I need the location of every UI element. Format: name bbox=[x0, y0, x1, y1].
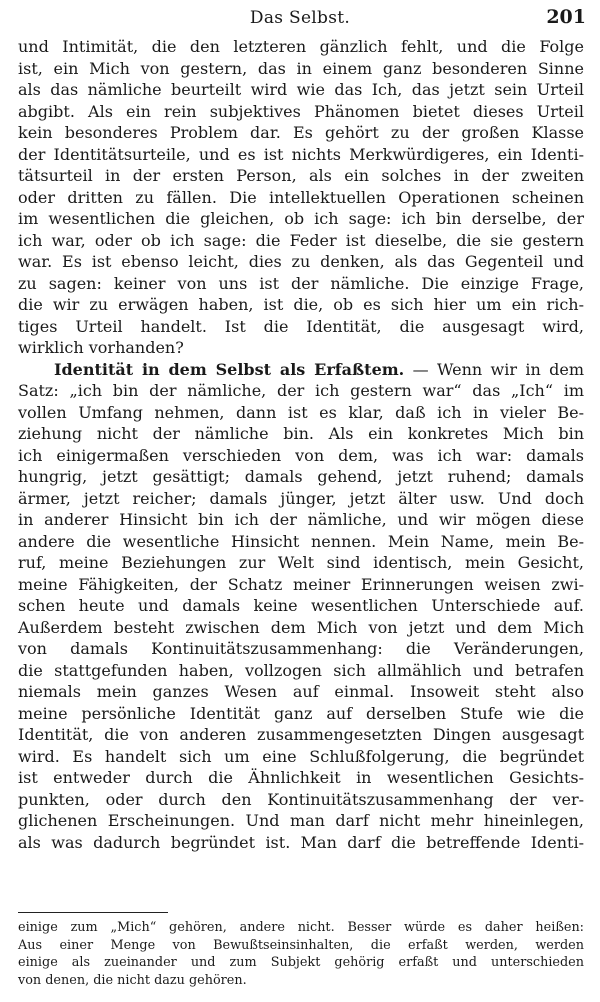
text-line bbox=[18, 832, 584, 854]
text-run: wird. Es handelt sich um eine Schlußfolgerung, die begründet bbox=[18, 746, 584, 766]
text-run: der Identitätsurteile, und es ist nichts Merkwürdigeres, ein Identi- bbox=[18, 144, 584, 164]
footnote-line: einige als zueinander und zum Subjekt gehörig erfaßt und unterschieden bbox=[18, 955, 584, 970]
text-run: ruf, meine Beziehungen zur Welt sind identisch, mein Gesicht, bbox=[18, 553, 584, 572]
text-line bbox=[18, 58, 584, 80]
text-line bbox=[18, 251, 584, 273]
text-run: in anderer Hinsicht bin ich der nämliche, und wir mögen diese bbox=[18, 510, 584, 529]
text-run: oder dritten zu fällen. Die intellektuellen Operationen scheinen bbox=[18, 187, 584, 207]
text-run: tiges Urteil handelt. Ist die Identität, die ausgesagt wird, bbox=[18, 316, 584, 336]
text-line bbox=[18, 208, 584, 230]
text-line bbox=[18, 531, 584, 553]
text-run: ich einigermaßen verschieden von dem, was ich war: damals bbox=[18, 445, 584, 465]
text-run: schen heute und damals keine wesentlichen Unterschiede auf. bbox=[18, 596, 584, 615]
text-run: als das nämliche beurteilt wird wie das Ich, das jetzt sein Urteil bbox=[18, 80, 584, 99]
text-line bbox=[18, 402, 584, 424]
text-line bbox=[18, 595, 584, 617]
text-line bbox=[18, 681, 584, 703]
text-run: — Wenn wir in dem bbox=[404, 359, 584, 379]
text-line bbox=[18, 552, 584, 574]
text-run: ziehung nicht der nämliche bin. Als ein konkretes Mich bin bbox=[18, 424, 584, 443]
text-run: ist entweder durch die Ähnlichkeit in wesentlichen Gesichts- bbox=[18, 768, 584, 787]
running-head bbox=[0, 6, 600, 32]
text-line bbox=[18, 703, 584, 725]
text-line bbox=[18, 810, 584, 832]
text-line bbox=[18, 767, 584, 789]
text-run: glichenen Erscheinungen. Und man darf nicht mehr hineinlegen, bbox=[18, 811, 584, 830]
text-line bbox=[18, 380, 584, 402]
text-run: abgibt. Als ein rein subjektives Phänomen bietet dieses Urteil bbox=[18, 101, 584, 121]
text-line bbox=[18, 144, 584, 166]
text-line bbox=[18, 638, 584, 660]
text-line bbox=[18, 230, 584, 252]
text-line bbox=[18, 273, 584, 295]
text-run: ist, ein Mich von gestern, das in einem ganz besonderen Sinne bbox=[18, 58, 584, 78]
footnote-line: Aus einer Menge von Bewußtseinsinhalten, die erfaßt werden, werden bbox=[18, 937, 584, 953]
text-run: die stattgefunden haben, vollzogen sich allmählich und betrafen bbox=[18, 660, 584, 680]
text-run: wirklich vorhanden? bbox=[18, 338, 184, 357]
text-line bbox=[18, 466, 584, 488]
body-text bbox=[18, 36, 584, 853]
text-line bbox=[18, 316, 584, 338]
text-run: niemals mein ganzes Wesen auf einmal. Insoweit steht also bbox=[18, 682, 584, 701]
text-line bbox=[18, 101, 584, 123]
footnote-line: von denen, die nicht dazu gehören. bbox=[18, 972, 247, 988]
text-line bbox=[18, 488, 584, 510]
text-run: im wesentlichen die gleichen, ob ich sage: ich bin derselbe, der bbox=[18, 209, 584, 228]
text-run: als was dadurch begründet ist. Man darf die betreffende Identi- bbox=[18, 832, 584, 852]
text-run: und Intimität, die den letzteren gänzlich fehlt, und die Folge bbox=[18, 37, 584, 56]
text-run: kein besonderes Problem dar. Es gehört zu der großen Klasse bbox=[18, 123, 584, 142]
text-line bbox=[18, 789, 584, 811]
text-run: Identität, die von anderen zusammengesetzten Dingen ausgesagt bbox=[18, 725, 584, 744]
text-line bbox=[18, 445, 584, 467]
text-line bbox=[18, 423, 584, 445]
text-line bbox=[18, 79, 584, 101]
text-run: meine persönliche Identität ganz auf derselben Stufe wie die bbox=[18, 703, 584, 723]
text-line bbox=[18, 337, 584, 359]
footnote-line: einige zum „Mich“ gehören, andere nicht. Besser würde es daher heißen: bbox=[18, 920, 584, 935]
text-line bbox=[18, 359, 584, 381]
text-line bbox=[18, 724, 584, 746]
text-run: ärmer, jetzt reicher; damals jünger, jetzt älter usw. Und doch bbox=[18, 488, 584, 508]
text-line bbox=[18, 36, 584, 58]
text-line bbox=[18, 294, 584, 316]
text-line bbox=[18, 617, 584, 639]
text-line bbox=[18, 660, 584, 682]
footnote-rule bbox=[18, 912, 168, 913]
text-line bbox=[18, 165, 584, 187]
text-run: tätsurteil in der ersten Person, als ein solches in der zweiten bbox=[18, 166, 584, 185]
text-line bbox=[18, 187, 584, 209]
text-run: war. Es ist ebenso leicht, dies zu denken, als das Gegenteil und bbox=[18, 252, 584, 271]
text-run: von damals Kontinuitätszusammenhang: die Veränderungen, bbox=[18, 639, 584, 658]
text-run: vollen Umfang nehmen, dann ist es klar, daß ich in vieler Be- bbox=[18, 402, 584, 422]
text-line bbox=[18, 574, 584, 596]
text-run: zu sagen: keiner von uns ist der nämliche. Die einzige Frage, bbox=[18, 273, 584, 293]
text-run: Außerdem besteht zwischen dem Mich von jetzt und dem Mich bbox=[18, 617, 584, 637]
text-run: die wir zu erwägen haben, ist die, ob es sich hier um ein rich- bbox=[18, 295, 584, 314]
text-line bbox=[18, 122, 584, 144]
page-number: 201 bbox=[546, 6, 586, 28]
footnotes bbox=[18, 919, 584, 989]
text-run: punkten, oder durch den Kontinuitätszusammenhang der ver- bbox=[18, 789, 584, 809]
text-run: Satz: „ich bin der nämliche, der ich gestern war“ das „Ich“ im bbox=[18, 381, 584, 400]
running-title: Das Selbst. bbox=[249, 8, 351, 28]
text-line bbox=[18, 746, 584, 768]
text-run: andere die wesentliche Hinsicht nennen. Mein Name, mein Be- bbox=[18, 531, 584, 551]
text-line bbox=[18, 509, 584, 531]
section-heading: Identität in dem Selbst als Erfaßtem. bbox=[54, 359, 405, 379]
text-run: hungrig, jetzt gesättigt; damals gehend, jetzt ruhend; damals bbox=[18, 467, 584, 486]
text-run: ich war, oder ob ich sage: die Feder ist dieselbe, die sie gestern bbox=[18, 230, 584, 250]
text-run: meine Fähigkeiten, der Schatz meiner Erinnerungen weisen zwi- bbox=[18, 574, 584, 594]
